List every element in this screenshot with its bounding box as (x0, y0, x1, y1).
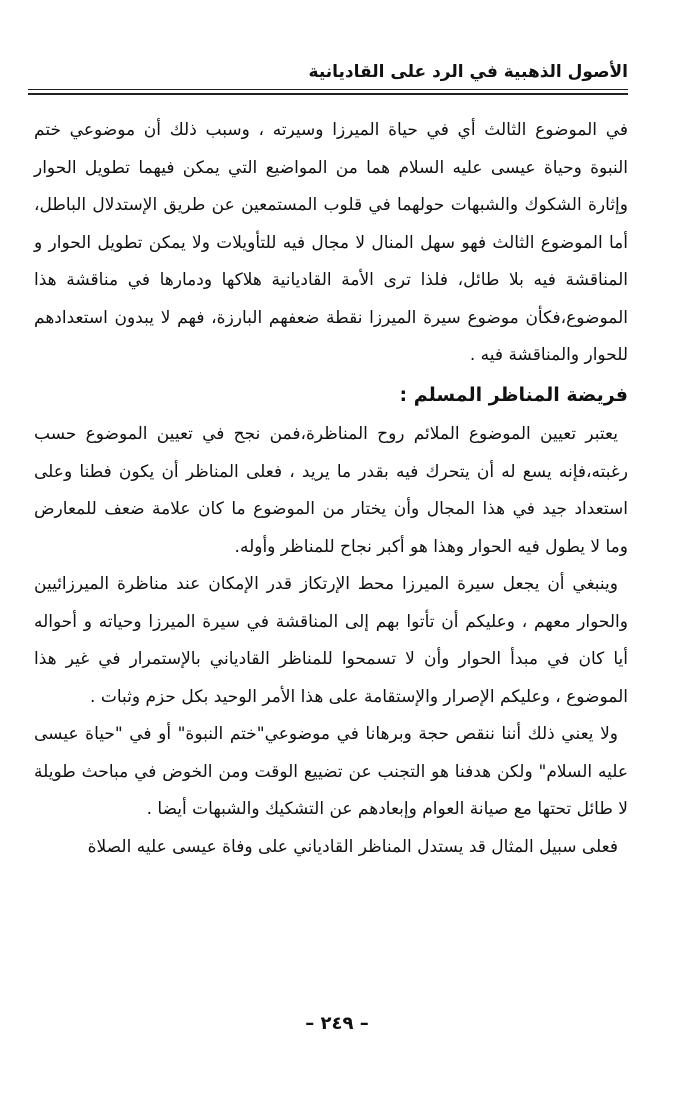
body-text (34, 112, 628, 866)
section-heading: فريضة المناظر المسلم : (399, 383, 628, 406)
book-title: الأصول الذهبية في الرد على القاديانية (308, 62, 628, 82)
running-header (28, 58, 628, 98)
paragraph-not-lacking-proof: ولا يعني ذلك أننا ننقص حجة وبرهانا في موضوعي"ختم النبوة" أو في "حياة عيسى عليه السلام" ولكن هدفنا هو التجنب عن تضييع الوقت ومن الخوض في مباحث طويلة لا طائل تحتها مع صيانة العوام وإبعادهم عن التشكيك والشبهات أيضا . (34, 724, 628, 819)
page-number: – ٢٤٩ – (305, 1013, 369, 1034)
header-rule-thin (28, 89, 628, 90)
paragraph-example: فعلى سبيل المثال قد يستدل المناظر القادياني على وفاة عيسى عليه الصلاة (87, 836, 618, 857)
paragraph-choosing-topic: يعتبر تعيين الموضوع الملائم روح المناظرة،فمن نجح في تعيين الموضوع حسب رغبته،فإنه يسع له أن يتحرك فيه بقدر ما يريد ، فعلى المناظر أن يكون فطنا وعلى استعداد جيد في هذا المجال وأن يختار من الموضوع ما كان علامة ضعف للمعارض وما لا يطول فيه الحوار وهذا هو أكبر نجاح للمناظر وأوله. (34, 424, 628, 557)
header-rule-thick (28, 93, 628, 95)
paragraph-intro: في الموضوع الثالث أي في حياة الميرزا وسيرته ، وسبب ذلك أن موضوعي ختم النبوة وحياة عيسى عليه السلام هما من المواضيع التي يمكن فيهما تطويل الحوار وإثارة الشكوك والشبهات حولهما في قلوب المستمعين عن طريق الإستدلال الباطل، أما الموضوع الثالث فهو سهل المنال لا مجال فيه للتأويلات ولا يمكن تطويل الحوار و المناقشة فيه بلا طائل، فلذا ترى الأمة القاديانية هلاكها ودمارها في مناقشة هذا الموضوع،فكأن موضوع سيرة الميرزا نقطة ضعفهم البارزة، فهم لا يبدون استعدادهم للحوار والمناقشة فيه . (34, 120, 628, 365)
paragraph-mirza-biography: وينبغي أن يجعل سيرة الميرزا محط الإرتكاز قدر الإمكان عند مناظرة الميرزائيين والحوار معهم ، وعليكم أن تأتوا بهم إلى المناقشة في سيرة الميرزا وحياته و أحواله أيا كان في مبدأ الحوار وأن لا تسمحوا للمناظر القادياني بالإستمرار في غير هذا الموضوع ، وعليكم الإصرار والإستقامة على هذا الأمر الوحيد بكل حزم وثبات . (34, 574, 628, 707)
